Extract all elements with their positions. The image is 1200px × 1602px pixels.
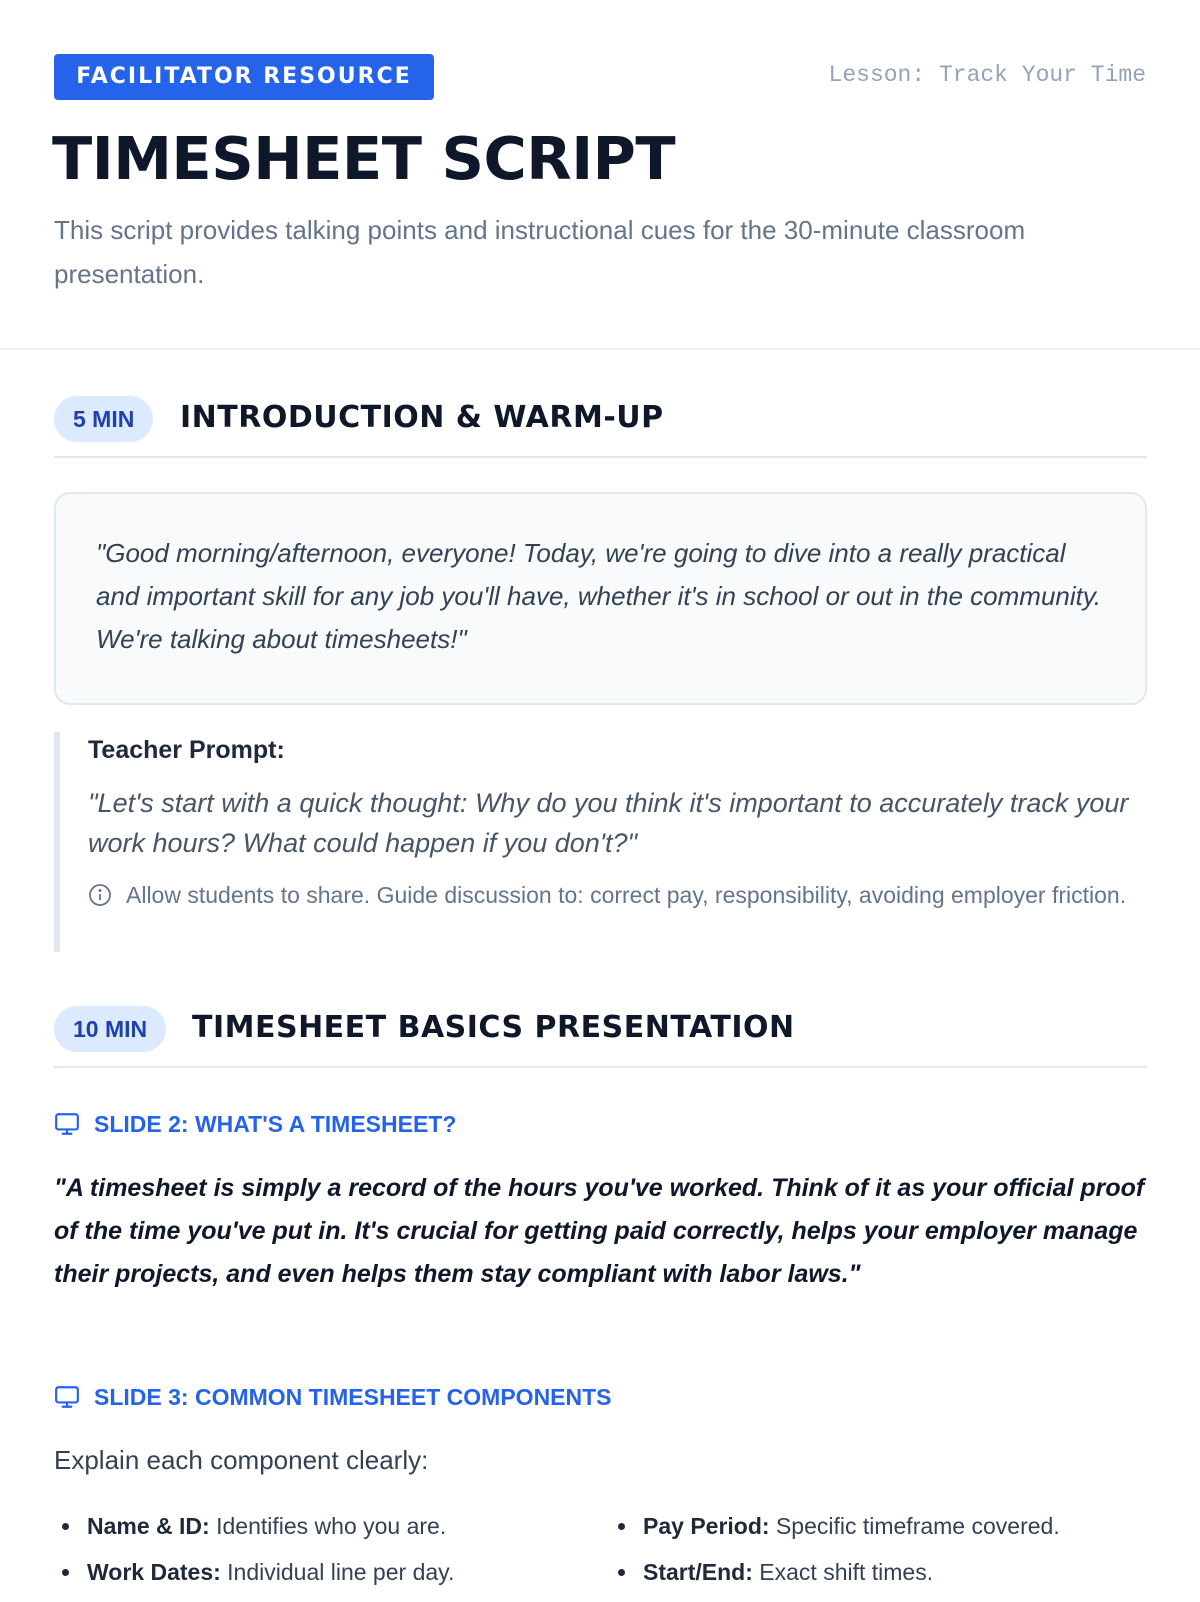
page-subtitle: This script provides talking points and instructional cues for the 30-minute classroom presentation. [54,215,1026,289]
duration-pill: 5 MIN [54,396,153,442]
list-item [54,1510,594,1556]
section-title: INTRODUCTION & WARM-UP [180,400,664,435]
slide-2-heading [54,1109,456,1139]
prompt-text: "Let's start with a quick thought: Why do you think it's important to accurately track your work hours? What could happen if you don't?" [88,788,1129,858]
slide-heading-text: SLIDE 2: WHAT'S A TIMESHEET? [94,1110,457,1137]
component-term: Pay Period: [643,1513,770,1539]
component-term: Start/End: [643,1559,753,1585]
prompt-label: Teacher Prompt: [88,736,285,764]
section-intro-header [54,396,1147,458]
lesson-label: Lesson: Track Your Time [828,62,1146,88]
page-header [0,0,1200,350]
list-item [610,1556,1150,1602]
slide-3-heading [54,1382,612,1412]
component-desc: Exact shift times. [759,1559,934,1585]
slide-2-quote: "A timesheet is simply a record of the hours you've worked. Think of it as your official proof of the time you've put in. It's crucial for getting paid correctly, helps your employer manage their projects, and even helps them stay compliant with labor laws." [54,1174,1145,1288]
components-list-right [610,1510,1150,1602]
teacher-prompt [54,732,1147,952]
monitor-icon [54,1111,80,1137]
duration-pill: 10 MIN [54,1006,166,1052]
list-item [54,1556,594,1602]
component-desc: Identifies who you are. [216,1513,447,1539]
facilitator-note [88,879,1147,912]
component-term: Name & ID: [87,1513,210,1539]
slide-heading-text: SLIDE 3: COMMON TIMESHEET COMPONENTS [94,1383,612,1410]
note-text: Allow students to share. Guide discussion to: correct pay, responsibility, avoiding employer friction. [126,882,1127,908]
page-title: TIMESHEET SCRIPT [52,124,676,193]
section-basics-header [54,1006,1147,1068]
intro-quote-box: "Good morning/afternoon, everyone! Today, we're going to dive into a really practical and important skill for any job you'll have, whether it's in school or out in the community. We're talking about timesheets!" [54,492,1147,705]
info-icon [88,883,112,907]
component-term: Work Dates: [87,1559,221,1585]
component-desc: Specific timeframe covered. [775,1513,1060,1539]
list-item [610,1510,1150,1556]
section-title: TIMESHEET BASICS PRESENTATION [192,1010,795,1045]
resource-badge: FACILITATOR RESOURCE [54,54,434,100]
monitor-icon [54,1384,80,1410]
component-desc: Individual line per day. [227,1559,455,1585]
components-list-left [54,1510,594,1602]
components-intro: Explain each component clearly: [54,1445,429,1475]
